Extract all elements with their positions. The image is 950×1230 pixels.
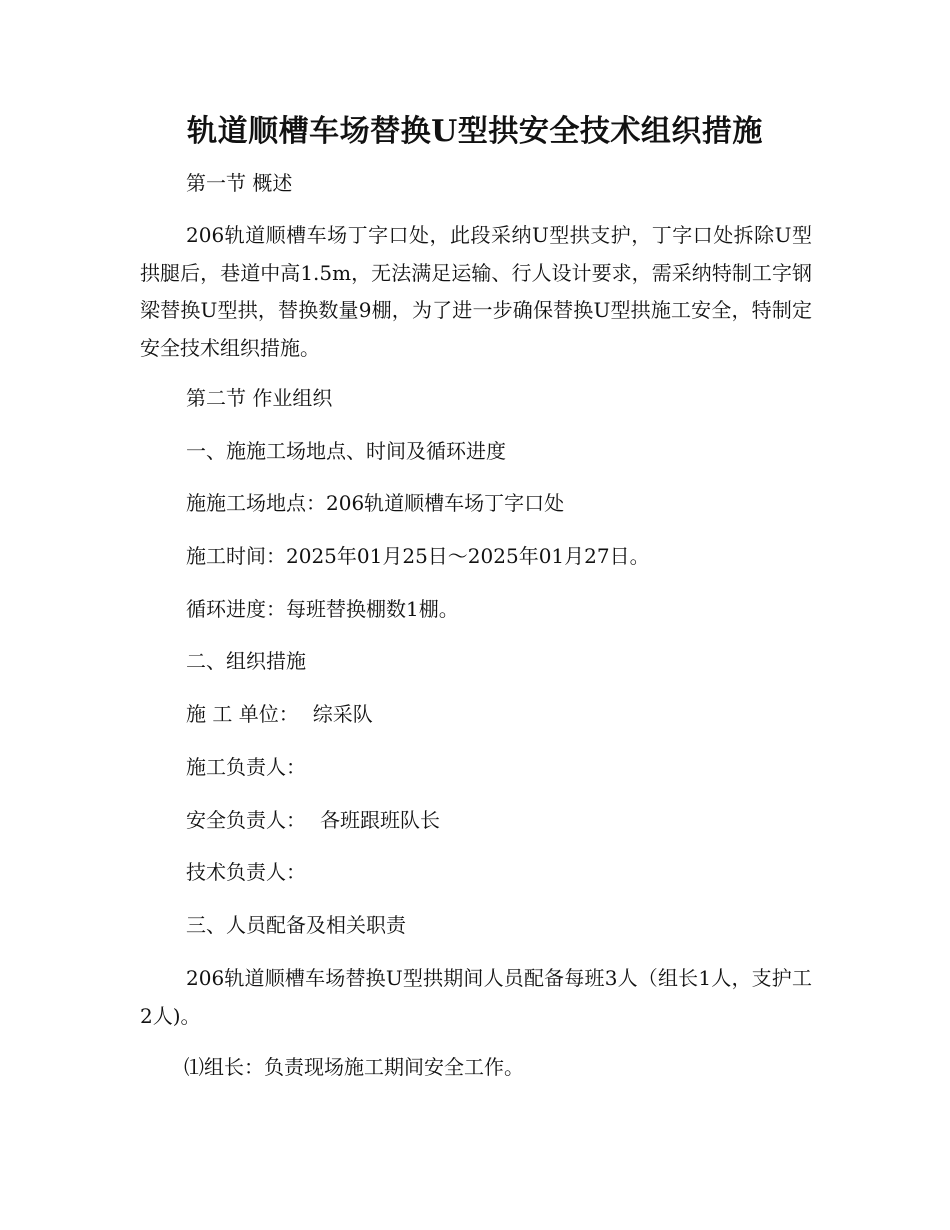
duty-1-line: ⑴组长：负责现场施工期间安全工作。: [184, 1055, 524, 1079]
construction-unit-value: 综采队: [312, 702, 373, 726]
location-line: 施施工场地点：206轨道顺槽车场丁字口处: [186, 491, 565, 515]
construction-lead-label: 施工负责人：: [186, 755, 306, 779]
item-1-heading: 一、施施工场地点、时间及循环进度: [186, 439, 506, 463]
safety-lead-row: [186, 805, 440, 835]
construction-unit-label: 施 工 单位：: [186, 702, 299, 726]
item-3-heading: 三、人员配备及相关职责: [186, 913, 406, 937]
safety-lead-value: 各班跟班队长: [320, 808, 440, 832]
item-2-heading: 二、组织措施: [186, 649, 306, 673]
section-1-heading: 第一节 概述: [186, 171, 293, 195]
staffing-paragraph: 206轨道顺槽车场替换U型拱期间人员配备每班3人（组长1人，支护工2人)。: [140, 966, 812, 1028]
document-title: 轨道顺槽车场替换U型拱安全技术组织措施: [187, 114, 763, 149]
safety-lead-label: 安全负责人：: [186, 808, 306, 832]
time-line: 施工时间：2025年01月25日～2025年01月27日。: [186, 544, 650, 568]
section-2-heading: 第二节 作业组织: [186, 386, 333, 410]
technical-lead-label: 技术负责人：: [186, 860, 306, 884]
construction-unit-row: [186, 699, 373, 729]
section-1-paragraph: 206轨道顺槽车场丁字口处，此段采纳U型拱支护，丁字口处拆除U型拱腿后，巷道中高1.5m，无法满足运输、行人设计要求，需采纳特制工字钢梁替换U型拱，替换数量9棚，为了进一步确保替换U型拱施工安全，特制定安全技术组织措施。: [140, 223, 812, 360]
cycle-line: 循环进度：每班替换棚数1棚。: [186, 597, 459, 621]
